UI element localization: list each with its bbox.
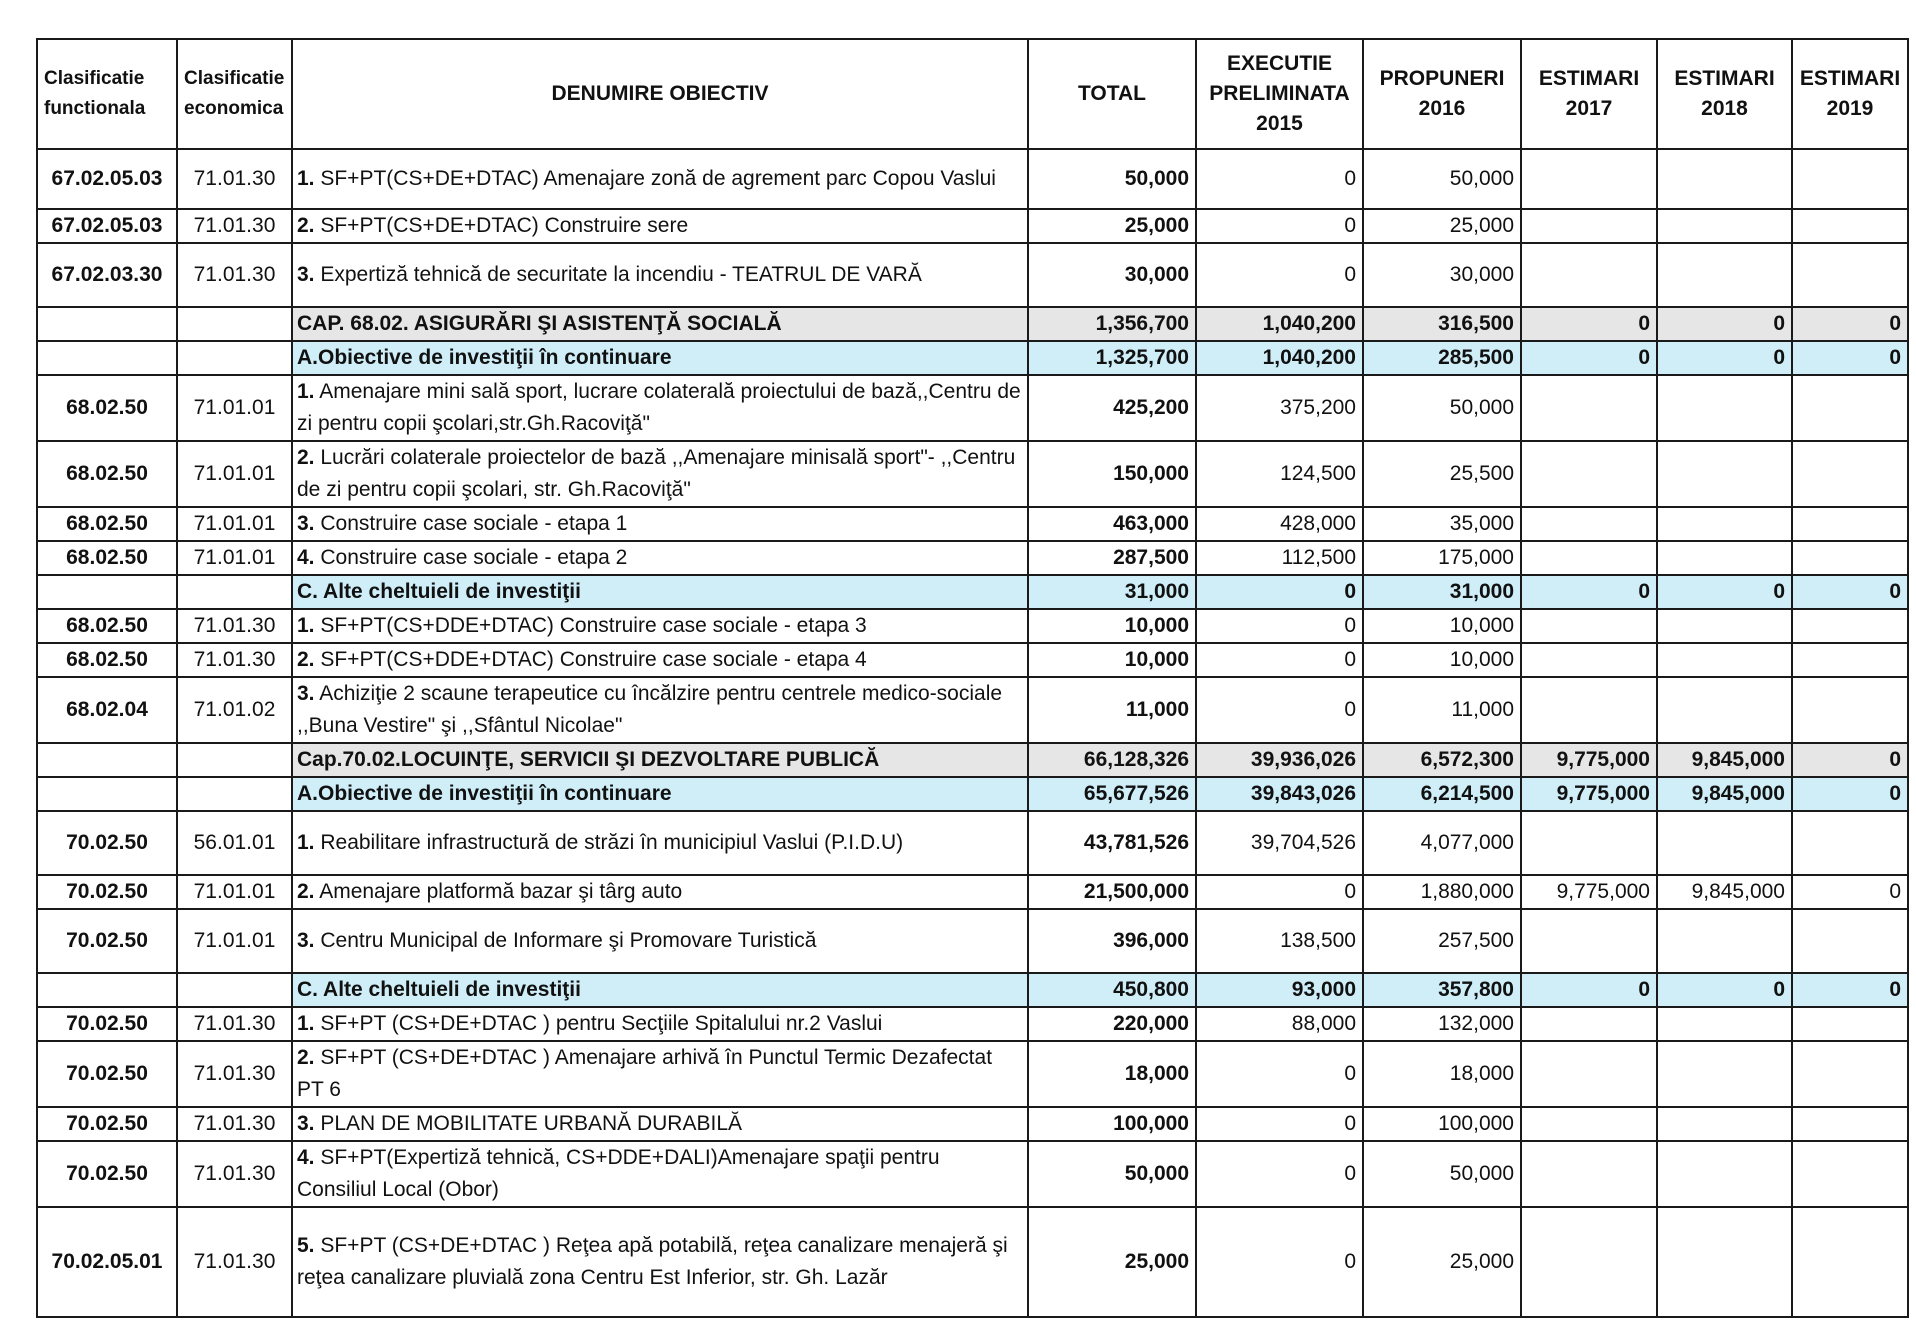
table-row	[37, 149, 1908, 209]
item-number: 3.	[297, 682, 315, 705]
item-number: 2.	[297, 880, 315, 903]
cell-clasificatie-functionala: 67.02.03.30	[37, 243, 177, 307]
cell-total: 31,000	[1028, 575, 1196, 609]
cell-estimari-2017	[1521, 643, 1657, 677]
cell-denumire	[292, 811, 1028, 875]
cell-executie: 88,000	[1196, 1007, 1363, 1041]
cell-clasificatie-economica: 71.01.30	[177, 1107, 292, 1141]
cell-denumire	[292, 375, 1028, 441]
cell-executie: 39,704,526	[1196, 811, 1363, 875]
cell-executie: 0	[1196, 1141, 1363, 1207]
item-description: SF+PT(Expertiză tehnică, CS+DDE+DALI)Amenajare spaţii pentru Consiliul Local (Obor)	[297, 1146, 940, 1201]
cell-clasificatie-economica: 71.01.01	[177, 375, 292, 441]
cell-clasificatie-economica: 71.01.30	[177, 243, 292, 307]
item-number: 5.	[297, 1234, 315, 1257]
cell-executie: 1,040,200	[1196, 341, 1363, 375]
cell-propuneri: 357,800	[1363, 973, 1521, 1007]
cell-clasificatie-economica: 71.01.01	[177, 507, 292, 541]
cell-clasificatie-economica: 71.01.01	[177, 909, 292, 973]
cell-estimari-2018	[1657, 909, 1792, 973]
cell-clasificatie-economica: 71.01.01	[177, 875, 292, 909]
cell-clasificatie-economica: 71.01.30	[177, 1041, 292, 1107]
cell-estimari-2017	[1521, 1141, 1657, 1207]
cell-estimari-2017	[1521, 909, 1657, 973]
item-number: 1.	[297, 1012, 315, 1035]
cell-estimari-2019	[1792, 677, 1908, 743]
cell-executie: 0	[1196, 875, 1363, 909]
cell-executie: 0	[1196, 1107, 1363, 1141]
cell-clasificatie-functionala: 68.02.04	[37, 677, 177, 743]
cell-denumire	[292, 575, 1028, 609]
item-number: 4.	[297, 546, 315, 569]
item-description: SF+PT(CS+DE+DTAC) Amenajare zonă de agrement parc Copou Vaslui	[314, 167, 996, 190]
table-row	[37, 243, 1908, 307]
cell-estimari-2019	[1792, 507, 1908, 541]
item-number: 1.	[297, 167, 315, 190]
cell-denumire	[292, 209, 1028, 243]
table-row	[37, 1141, 1908, 1207]
cell-denumire	[292, 341, 1028, 375]
cell-propuneri: 25,000	[1363, 209, 1521, 243]
cell-total: 50,000	[1028, 149, 1196, 209]
cell-total: 463,000	[1028, 507, 1196, 541]
cell-clasificatie-economica	[177, 341, 292, 375]
cell-executie: 124,500	[1196, 441, 1363, 507]
header-denumire-obiectiv: DENUMIRE OBIECTIV	[292, 39, 1028, 149]
cell-total: 25,000	[1028, 1207, 1196, 1317]
cell-estimari-2018	[1657, 243, 1792, 307]
item-number: 3.	[297, 1112, 315, 1135]
cell-clasificatie-economica	[177, 973, 292, 1007]
item-number: 3.	[297, 512, 315, 535]
cell-estimari-2017	[1521, 811, 1657, 875]
cell-propuneri: 4,077,000	[1363, 811, 1521, 875]
item-description: Lucrări colaterale proiectelor de bază ,,Amenajare minisală sport"- ,,Centru de zi pentru copii şcolari, str. Gh.Racoviţă"	[297, 446, 1016, 501]
cell-clasificatie-functionala	[37, 973, 177, 1007]
cell-estimari-2018	[1657, 1141, 1792, 1207]
item-description: C. Alte cheltuieli de investiţii	[297, 580, 581, 603]
chapter-row	[37, 743, 1908, 777]
cell-clasificatie-functionala: 70.02.50	[37, 1041, 177, 1107]
cell-denumire	[292, 1207, 1028, 1317]
cell-estimari-2019: 0	[1792, 743, 1908, 777]
table-row	[37, 1007, 1908, 1041]
cell-clasificatie-economica: 71.01.01	[177, 541, 292, 575]
cell-executie: 0	[1196, 149, 1363, 209]
header-estimari-2018: ESTIMARI 2018	[1657, 39, 1792, 149]
cell-estimari-2017	[1521, 609, 1657, 643]
cell-total: 65,677,526	[1028, 777, 1196, 811]
cell-estimari-2017: 9,775,000	[1521, 743, 1657, 777]
item-number: 2.	[297, 214, 315, 237]
cell-clasificatie-economica	[177, 777, 292, 811]
cell-denumire	[292, 777, 1028, 811]
cell-estimari-2017	[1521, 1207, 1657, 1317]
cell-estimari-2019	[1792, 1207, 1908, 1317]
cell-executie: 138,500	[1196, 909, 1363, 973]
item-number: 4.	[297, 1146, 315, 1169]
table-row	[37, 1107, 1908, 1141]
cell-clasificatie-economica	[177, 307, 292, 341]
item-description: Centru Municipal de Informare şi Promovare Turistică	[314, 929, 817, 952]
cell-total: 1,325,700	[1028, 341, 1196, 375]
cell-executie: 1,040,200	[1196, 307, 1363, 341]
item-number: 3.	[297, 263, 315, 286]
cell-clasificatie-functionala	[37, 575, 177, 609]
item-description: SF+PT(CS+DDE+DTAC) Construire case sociale - etapa 3	[314, 614, 867, 637]
cell-executie: 39,843,026	[1196, 777, 1363, 811]
cell-clasificatie-functionala: 68.02.50	[37, 507, 177, 541]
item-description: SF+PT(CS+DE+DTAC) Construire sere	[314, 214, 689, 237]
cell-estimari-2018: 0	[1657, 575, 1792, 609]
cell-clasificatie-economica: 71.01.30	[177, 149, 292, 209]
cell-estimari-2019	[1792, 441, 1908, 507]
cell-estimari-2019: 0	[1792, 875, 1908, 909]
cell-estimari-2018	[1657, 1041, 1792, 1107]
table-row	[37, 375, 1908, 441]
cell-clasificatie-functionala: 68.02.50	[37, 375, 177, 441]
header-executie-preliminata: EXECUTIE PRELIMINATA 2015	[1196, 39, 1363, 149]
cell-executie: 0	[1196, 643, 1363, 677]
cell-propuneri: 50,000	[1363, 375, 1521, 441]
cell-estimari-2018: 0	[1657, 307, 1792, 341]
table-row	[37, 875, 1908, 909]
item-description: Expertiză tehnică de securitate la incendiu - TEATRUL DE VARĂ	[314, 263, 922, 286]
cell-estimari-2018: 0	[1657, 341, 1792, 375]
cell-total: 450,800	[1028, 973, 1196, 1007]
cell-estimari-2019: 0	[1792, 575, 1908, 609]
section-row	[37, 341, 1908, 375]
cell-estimari-2018	[1657, 149, 1792, 209]
cell-clasificatie-functionala	[37, 777, 177, 811]
section-row	[37, 575, 1908, 609]
budget-table-sheet	[36, 38, 1909, 1318]
cell-estimari-2018	[1657, 1107, 1792, 1141]
cell-denumire	[292, 1041, 1028, 1107]
cell-denumire	[292, 677, 1028, 743]
item-description: Construire case sociale - etapa 2	[314, 546, 628, 569]
cell-propuneri: 285,500	[1363, 341, 1521, 375]
header-estimari-2017: ESTIMARI 2017	[1521, 39, 1657, 149]
cell-clasificatie-economica: 71.01.02	[177, 677, 292, 743]
cell-denumire	[292, 149, 1028, 209]
cell-propuneri: 25,500	[1363, 441, 1521, 507]
cell-executie: 428,000	[1196, 507, 1363, 541]
cell-estimari-2017	[1521, 1007, 1657, 1041]
cell-estimari-2019	[1792, 643, 1908, 677]
chapter-row	[37, 307, 1908, 341]
cell-propuneri: 316,500	[1363, 307, 1521, 341]
cell-executie: 0	[1196, 209, 1363, 243]
cell-estimari-2017	[1521, 375, 1657, 441]
cell-clasificatie-functionala: 68.02.50	[37, 541, 177, 575]
cell-total: 50,000	[1028, 1141, 1196, 1207]
cell-estimari-2017: 9,775,000	[1521, 875, 1657, 909]
cell-estimari-2019	[1792, 909, 1908, 973]
cell-executie: 93,000	[1196, 973, 1363, 1007]
header-row	[37, 39, 1908, 149]
cell-denumire	[292, 243, 1028, 307]
cell-estimari-2018: 9,845,000	[1657, 743, 1792, 777]
cell-clasificatie-functionala	[37, 341, 177, 375]
cell-estimari-2019: 0	[1792, 307, 1908, 341]
item-description: SF+PT (CS+DE+DTAC ) Reţea apă potabilă, reţea canalizare menajeră şi reţea canalizare pluvială zona Centru Est Inferior, str. Gh. Lazăr	[297, 1234, 1008, 1289]
cell-estimari-2019: 0	[1792, 973, 1908, 1007]
cell-denumire	[292, 1141, 1028, 1207]
cell-estimari-2018	[1657, 375, 1792, 441]
item-description: A.Obiective de investiţii în continuare	[297, 346, 672, 369]
item-number: 2.	[297, 1046, 315, 1069]
cell-estimari-2019: 0	[1792, 777, 1908, 811]
cell-clasificatie-economica: 71.01.30	[177, 1207, 292, 1317]
header-clasificatie-functionala: Clasificatie functionala	[37, 39, 177, 149]
cell-executie: 0	[1196, 677, 1363, 743]
cell-estimari-2017: 0	[1521, 973, 1657, 1007]
cell-estimari-2019	[1792, 1007, 1908, 1041]
cell-propuneri: 175,000	[1363, 541, 1521, 575]
item-description: CAP. 68.02. ASIGURĂRI ŞI ASISTENŢĂ SOCIALĂ	[297, 312, 782, 335]
cell-estimari-2017	[1521, 441, 1657, 507]
cell-clasificatie-functionala: 70.02.50	[37, 875, 177, 909]
item-description: Cap.70.02.LOCUINŢE, SERVICII ŞI DEZVOLTARE PUBLICĂ	[297, 748, 880, 771]
cell-estimari-2017: 0	[1521, 307, 1657, 341]
cell-clasificatie-economica: 71.01.30	[177, 209, 292, 243]
cell-denumire	[292, 973, 1028, 1007]
header-total: TOTAL	[1028, 39, 1196, 149]
cell-propuneri: 132,000	[1363, 1007, 1521, 1041]
cell-estimari-2018	[1657, 507, 1792, 541]
cell-estimari-2018	[1657, 1207, 1792, 1317]
header-estimari-2019: ESTIMARI 2019	[1792, 39, 1908, 149]
item-description: Amenajare mini sală sport, lucrare colaterală proiectului de bază,,Centru de zi pentru copii şcolari,str.Gh.Racoviţă"	[297, 380, 1021, 435]
cell-estimari-2017: 0	[1521, 341, 1657, 375]
cell-total: 11,000	[1028, 677, 1196, 743]
table-row	[37, 209, 1908, 243]
cell-propuneri: 100,000	[1363, 1107, 1521, 1141]
item-description: Achiziţie 2 scaune terapeutice cu încălzire pentru centrele medico-sociale ,,Buna Vestire" şi ,,Sfântul Nicolae"	[297, 682, 1003, 737]
table-row	[37, 909, 1908, 973]
cell-estimari-2018	[1657, 643, 1792, 677]
cell-clasificatie-functionala: 68.02.50	[37, 643, 177, 677]
cell-propuneri: 25,000	[1363, 1207, 1521, 1317]
cell-estimari-2018	[1657, 209, 1792, 243]
table-row	[37, 541, 1908, 575]
cell-clasificatie-functionala	[37, 743, 177, 777]
cell-denumire	[292, 1007, 1028, 1041]
item-number: 1.	[297, 831, 315, 854]
cell-estimari-2019	[1792, 375, 1908, 441]
cell-clasificatie-economica: 71.01.30	[177, 1007, 292, 1041]
cell-clasificatie-functionala: 68.02.50	[37, 609, 177, 643]
cell-executie: 375,200	[1196, 375, 1363, 441]
cell-total: 10,000	[1028, 643, 1196, 677]
cell-total: 30,000	[1028, 243, 1196, 307]
cell-total: 66,128,326	[1028, 743, 1196, 777]
cell-estimari-2019	[1792, 243, 1908, 307]
cell-clasificatie-functionala: 67.02.05.03	[37, 149, 177, 209]
cell-propuneri: 10,000	[1363, 643, 1521, 677]
item-description: SF+PT (CS+DE+DTAC ) Amenajare arhivă în Punctul Termic Dezafectat PT 6	[297, 1046, 993, 1101]
cell-propuneri: 31,000	[1363, 575, 1521, 609]
cell-estimari-2019: 0	[1792, 341, 1908, 375]
cell-denumire	[292, 643, 1028, 677]
cell-propuneri: 6,214,500	[1363, 777, 1521, 811]
cell-total: 21,500,000	[1028, 875, 1196, 909]
cell-estimari-2019	[1792, 1041, 1908, 1107]
header-clasificatie-economica: Clasificatie economica	[177, 39, 292, 149]
cell-clasificatie-functionala: 70.02.50	[37, 1107, 177, 1141]
cell-estimari-2019	[1792, 209, 1908, 243]
investment-table	[36, 38, 1909, 1318]
cell-clasificatie-economica	[177, 743, 292, 777]
cell-estimari-2017	[1521, 209, 1657, 243]
cell-estimari-2017	[1521, 507, 1657, 541]
cell-denumire	[292, 507, 1028, 541]
item-number: 2.	[297, 648, 315, 671]
cell-estimari-2018: 9,845,000	[1657, 777, 1792, 811]
cell-estimari-2018	[1657, 1007, 1792, 1041]
cell-propuneri: 35,000	[1363, 507, 1521, 541]
cell-total: 1,356,700	[1028, 307, 1196, 341]
item-description: C. Alte cheltuieli de investiţii	[297, 978, 581, 1001]
cell-denumire	[292, 1107, 1028, 1141]
item-description: A.Obiective de investiţii în continuare	[297, 782, 672, 805]
cell-propuneri: 18,000	[1363, 1041, 1521, 1107]
cell-propuneri: 1,880,000	[1363, 875, 1521, 909]
cell-clasificatie-functionala: 70.02.50	[37, 909, 177, 973]
cell-estimari-2018	[1657, 811, 1792, 875]
cell-estimari-2018: 9,845,000	[1657, 875, 1792, 909]
cell-propuneri: 30,000	[1363, 243, 1521, 307]
cell-propuneri: 11,000	[1363, 677, 1521, 743]
cell-estimari-2019	[1792, 541, 1908, 575]
item-number: 1.	[297, 380, 315, 403]
cell-estimari-2017	[1521, 243, 1657, 307]
cell-clasificatie-functionala: 70.02.50	[37, 811, 177, 875]
table-row	[37, 609, 1908, 643]
cell-estimari-2019	[1792, 1141, 1908, 1207]
item-description: SF+PT (CS+DE+DTAC ) pentru Secţiile Spitalului nr.2 Vaslui	[314, 1012, 883, 1035]
cell-propuneri: 50,000	[1363, 1141, 1521, 1207]
item-number: 2.	[297, 446, 315, 469]
item-description: Amenajare platformă bazar şi târg auto	[314, 880, 683, 903]
table-row	[37, 441, 1908, 507]
cell-estimari-2017	[1521, 1041, 1657, 1107]
cell-denumire	[292, 743, 1028, 777]
cell-executie: 39,936,026	[1196, 743, 1363, 777]
cell-estimari-2017	[1521, 1107, 1657, 1141]
cell-estimari-2019	[1792, 811, 1908, 875]
cell-estimari-2018	[1657, 541, 1792, 575]
cell-executie: 112,500	[1196, 541, 1363, 575]
cell-executie: 0	[1196, 1207, 1363, 1317]
cell-clasificatie-economica: 56.01.01	[177, 811, 292, 875]
table-row	[37, 643, 1908, 677]
cell-clasificatie-functionala: 67.02.05.03	[37, 209, 177, 243]
cell-clasificatie-economica: 71.01.30	[177, 643, 292, 677]
cell-executie: 0	[1196, 1041, 1363, 1107]
cell-clasificatie-economica: 71.01.01	[177, 441, 292, 507]
cell-clasificatie-economica	[177, 575, 292, 609]
cell-estimari-2017: 9,775,000	[1521, 777, 1657, 811]
cell-total: 25,000	[1028, 209, 1196, 243]
header-propuneri-2016: PROPUNERI 2016	[1363, 39, 1521, 149]
cell-total: 150,000	[1028, 441, 1196, 507]
cell-total: 18,000	[1028, 1041, 1196, 1107]
cell-propuneri: 10,000	[1363, 609, 1521, 643]
cell-executie: 0	[1196, 609, 1363, 643]
table-row	[37, 507, 1908, 541]
cell-denumire	[292, 307, 1028, 341]
item-description: PLAN DE MOBILITATE URBANĂ DURABILĂ	[314, 1112, 743, 1135]
cell-estimari-2018: 0	[1657, 973, 1792, 1007]
cell-total: 396,000	[1028, 909, 1196, 973]
cell-denumire	[292, 875, 1028, 909]
section-row	[37, 973, 1908, 1007]
cell-estimari-2017	[1521, 677, 1657, 743]
cell-denumire	[292, 609, 1028, 643]
item-description: Construire case sociale - etapa 1	[314, 512, 628, 535]
cell-estimari-2019	[1792, 609, 1908, 643]
cell-total: 100,000	[1028, 1107, 1196, 1141]
cell-estimari-2019	[1792, 1107, 1908, 1141]
cell-propuneri: 50,000	[1363, 149, 1521, 209]
table-row	[37, 1207, 1908, 1317]
item-description: SF+PT(CS+DDE+DTAC) Construire case sociale - etapa 4	[314, 648, 867, 671]
cell-total: 10,000	[1028, 609, 1196, 643]
cell-executie: 0	[1196, 243, 1363, 307]
cell-propuneri: 257,500	[1363, 909, 1521, 973]
cell-clasificatie-functionala: 70.02.50	[37, 1007, 177, 1041]
cell-total: 43,781,526	[1028, 811, 1196, 875]
cell-estimari-2017: 0	[1521, 575, 1657, 609]
item-number: 1.	[297, 614, 315, 637]
table-row	[37, 811, 1908, 875]
item-description: Reabilitare infrastructură de străzi în municipiul Vaslui (P.I.D.U)	[314, 831, 904, 854]
cell-denumire	[292, 441, 1028, 507]
cell-denumire	[292, 541, 1028, 575]
cell-estimari-2017	[1521, 149, 1657, 209]
item-number: 3.	[297, 929, 315, 952]
table-row	[37, 1041, 1908, 1107]
cell-executie: 0	[1196, 575, 1363, 609]
cell-propuneri: 6,572,300	[1363, 743, 1521, 777]
cell-estimari-2018	[1657, 609, 1792, 643]
cell-total: 425,200	[1028, 375, 1196, 441]
cell-clasificatie-functionala	[37, 307, 177, 341]
cell-estimari-2019	[1792, 149, 1908, 209]
cell-estimari-2017	[1521, 541, 1657, 575]
cell-estimari-2018	[1657, 677, 1792, 743]
cell-clasificatie-functionala: 70.02.50	[37, 1141, 177, 1207]
cell-clasificatie-economica: 71.01.30	[177, 609, 292, 643]
cell-total: 287,500	[1028, 541, 1196, 575]
cell-clasificatie-functionala: 70.02.05.01	[37, 1207, 177, 1317]
table-row	[37, 677, 1908, 743]
section-row	[37, 777, 1908, 811]
cell-total: 220,000	[1028, 1007, 1196, 1041]
cell-estimari-2018	[1657, 441, 1792, 507]
cell-denumire	[292, 909, 1028, 973]
cell-clasificatie-functionala: 68.02.50	[37, 441, 177, 507]
cell-clasificatie-economica: 71.01.30	[177, 1141, 292, 1207]
